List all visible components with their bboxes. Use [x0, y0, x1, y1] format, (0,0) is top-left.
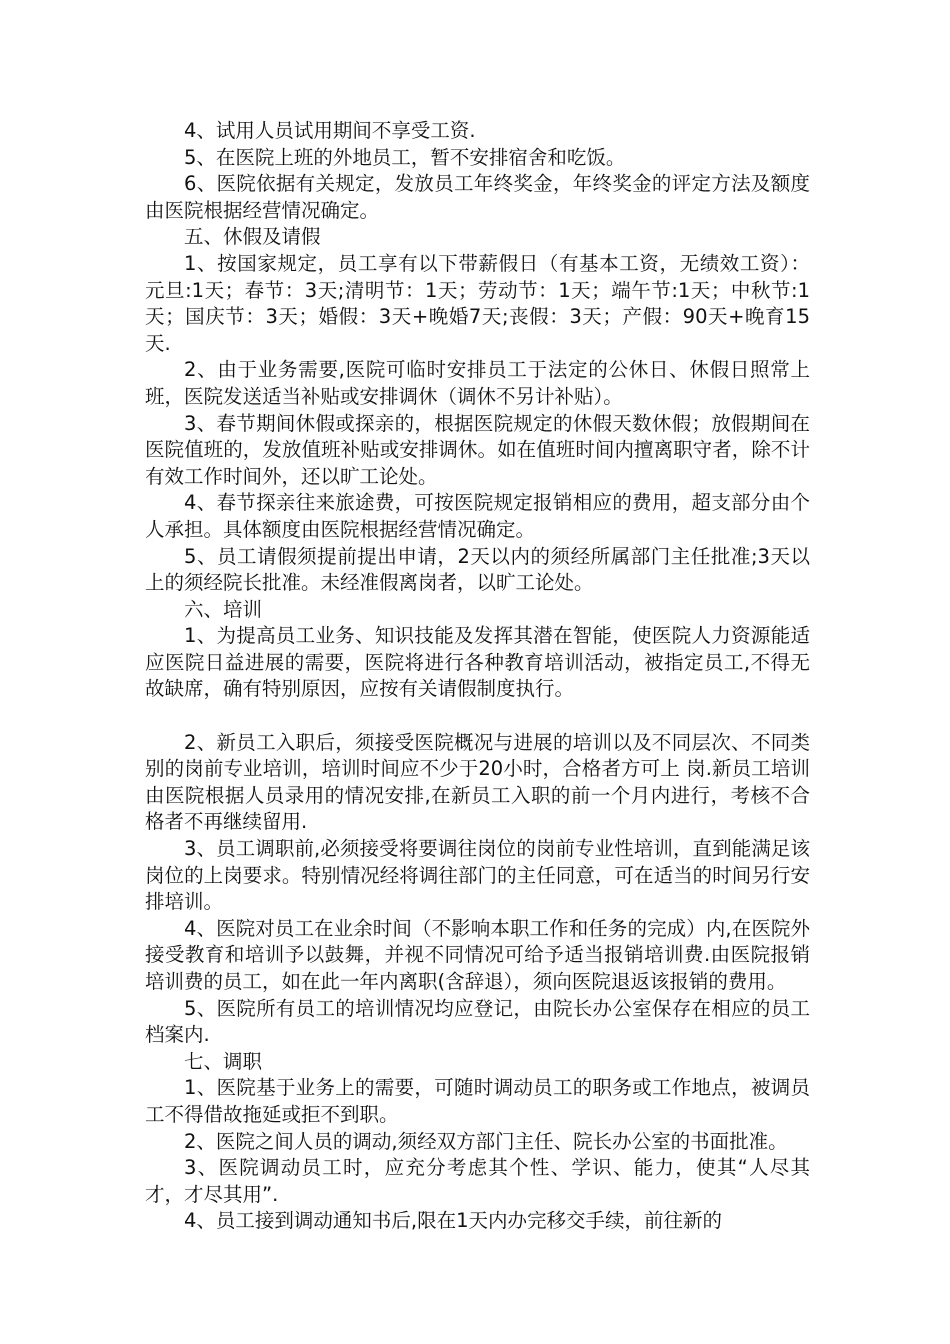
paragraph: 4、医院对员工在业余时间（不影响本职工作和任务的完成）内,在医院外接受教育和培训予以鼓舞，并视不同情况可给予适当报销培训费.由医院报销培训费的员工，如在此一年内离职(含辞退），须向医院退返该报销的费用。	[145, 916, 810, 993]
paragraph-spacer	[145, 703, 810, 730]
document-body	[145, 118, 810, 1235]
section-heading: 六、培训	[184, 597, 263, 621]
paragraph: 3、医院调动员工时，应充分考虑其个性、学识、能力，使其“人尽其才，才尽其用”.	[145, 1156, 810, 1206]
paragraph: 6、医院依据有关规定，发放员工年终奖金，年终奖金的评定方法及额度由医院根据经营情况确定。	[145, 172, 810, 222]
paragraph: 3、春节期间休假或探亲的，根据医院规定的休假天数休假；放假期间在医院值班的，发放值班补贴或安排调休。如在值班时间内擅离职守者，除不计有效工作时间外，还以旷工论处。	[145, 411, 810, 488]
paragraph: 3、员工调职前,必须接受将要调往岗位的岗前专业性培训，直到能满足该岗位的上岗要求。特别情况经将调往部门的主任同意，可在适当的时间另行安排培训。	[145, 837, 810, 914]
paragraph: 5、在医院上班的外地员工，暂不安排宿舍和吃饭。	[184, 145, 626, 169]
paragraph: 4、员工接到调动通知书后,限在1天内办完移交手续，前往新的	[184, 1209, 723, 1233]
paragraph: 1、为提高员工业务、知识技能及发挥其潜在智能，使医院人力资源能适应医院日益进展的需要，医院将进行各种教育培训活动，被指定员工,不得无故缺席，确有特别原因，应按有关请假制度执行。	[145, 624, 810, 701]
paragraph: 4、春节探亲往来旅途费，可按医院规定报销相应的费用，超支部分由个人承担。具体额度由医院根据经营情况确定。	[145, 491, 810, 541]
section-heading: 七、调职	[184, 1049, 263, 1073]
paragraph: 1、按国家规定，员工享有以下带薪假日（有基本工资，无绩效工资）：元旦:1天；春节：3天;清明节：1天；劳动节：1天；端午节:1天；中秋节:1天；国庆节：3天；婚假：3天+晚婚7天;丧假：3天；产假：90天+晚育15天.	[145, 251, 810, 355]
paragraph: 4、试用人员试用期间不享受工资.	[184, 119, 476, 142]
paragraph: 5、员工请假须提前提出申请，2天以内的须经所属部门主任批准;3天以上的须经院长批准。未经准假离岗者，以旷工论处。	[145, 544, 810, 595]
paragraph: 2、新员工入职后，须接受医院概况与进展的培训以及不同层次、不同类别的岗前专业培训，培训时间应不少于20小时，合格者方可上 岗.新员工培训由医院根据人员录用的情况安排,在新员工入职的前一个月内进行，考核不合格者不再继续留用.	[145, 730, 810, 834]
paragraph: 2、医院之间人员的调动,须经双方部门主任、院长办公室的书面批准。	[184, 1129, 788, 1153]
paragraph: 2、由于业务需要,医院可临时安排员工于法定的公休日、休假日照常上班，医院发送适当补贴或安排调休（调休不另计补贴）。	[145, 358, 810, 408]
paragraph: 1、医院基于业务上的需要，可随时调动员工的职务或工作地点，被调员工不得借故拖延或拒不到职。	[145, 1076, 810, 1126]
paragraph: 5、医院所有员工的培训情况均应登记，由院长办公室保存在相应的员工档案内.	[145, 996, 810, 1047]
section-heading: 五、休假及请假	[184, 225, 321, 249]
